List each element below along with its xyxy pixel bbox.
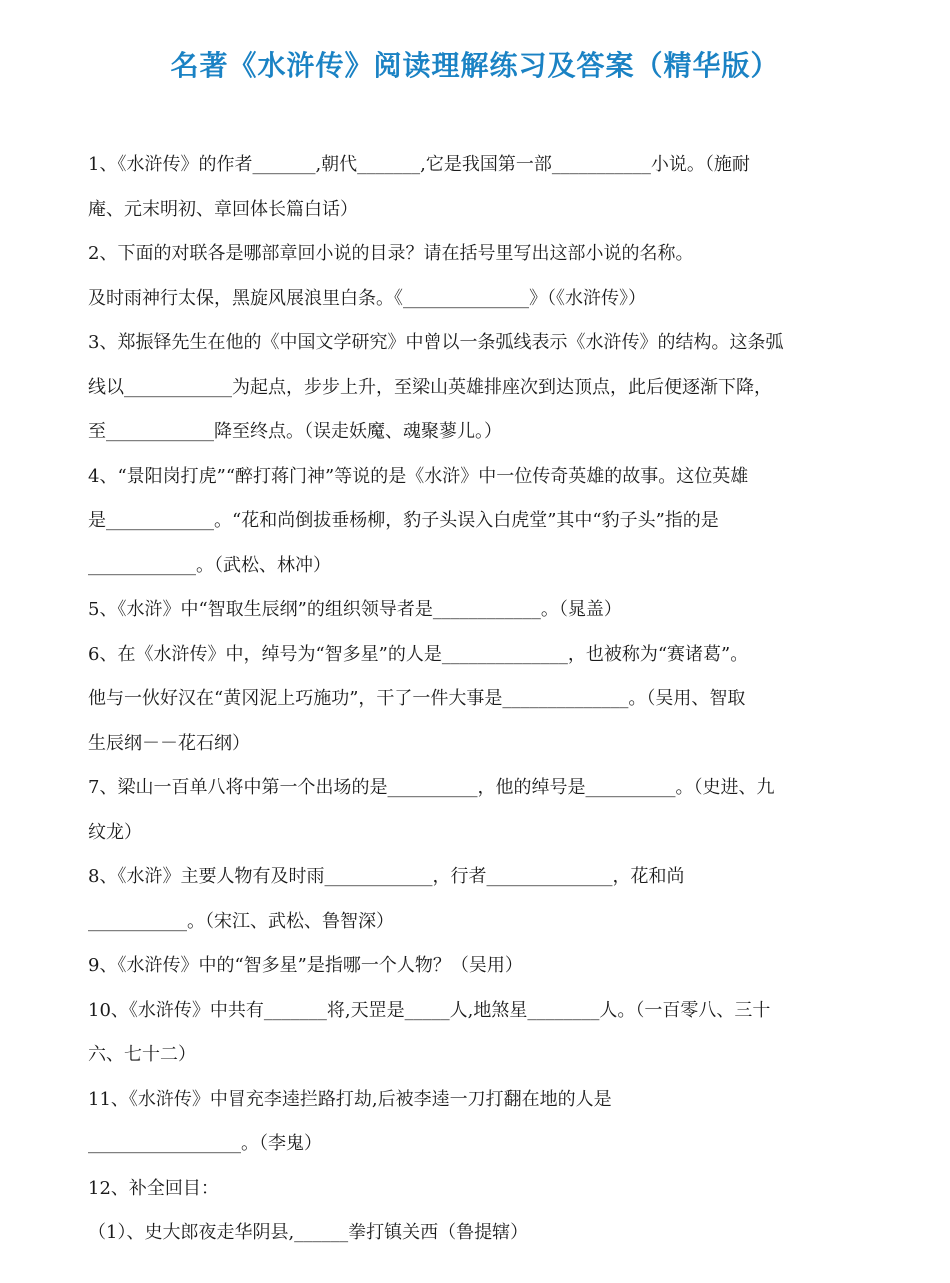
text-line: 是____________。“花和尚倒拔垂杨柳，豹子头误入白虎堂”其中“豹子头”指的是: [88, 510, 719, 531]
text-line: 5、《水浒》中“智取生辰纲”的组织领导者是____________。（晁盖）: [88, 599, 622, 620]
text-line: 六、七十二）: [88, 1044, 196, 1065]
text-line: （1）、史大郎夜走华阴县,______拳打镇关西（鲁提辖）: [88, 1222, 529, 1243]
text-line: 2、下面的对联各是哪部章回小说的目录？请在括号里写出这部小说的名称。: [88, 243, 694, 264]
text-line: 6、在《水浒传》中，绰号为“智多星”的人是______________，也被称为“赛诸葛”。: [88, 643, 749, 665]
document-title: 名著《水浒传》阅读理解练习及答案（精华版）: [170, 49, 780, 82]
text-line: 他与一伙好汉在“黄冈泥上巧施功”，干了一件大事是______________。（吴用、智取: [88, 688, 746, 709]
text-line: 10、《水浒传》中共有_______将,天罡是_____人,地煞星________人。（一百零八、三十: [88, 999, 771, 1021]
text-line: 纹龙）: [88, 821, 142, 843]
document-body: [88, 143, 868, 1256]
text-line: 及时雨神行太保，黑旋风展浪里白条。《______________》（《水浒传》）: [88, 287, 646, 309]
text-line: 12、补全回目：: [88, 1177, 219, 1199]
text-line: 4、“景阳岗打虎”“醉打蒋门神”等说的是《水浒》中一位传奇英雄的故事。这位英雄: [88, 465, 749, 487]
text-line: 9、《水浒传》中的“智多星”是指哪一个人物？（吴用）: [88, 955, 523, 976]
text-line: ____________。（武松、林冲）: [88, 554, 331, 576]
text-line: 至____________降至终点。（误走妖魔、魂聚蓼儿。）: [88, 421, 502, 442]
text-line: 8、《水浒》主要人物有及时雨____________，行者______________，花和尚: [88, 866, 685, 887]
text-line: 生辰纲－－花石纲）: [88, 732, 250, 754]
text-line: 11、《水浒传》中冒充李逵拦路打劫,后被李逵一刀打翻在地的人是: [88, 1088, 612, 1110]
text-line: 庵、元末明初、章回体长篇白话）: [88, 198, 358, 220]
text-line: 1、《水浒传》的作者_______,朝代_______,它是我国第一部___________小说。（施耐: [88, 154, 750, 175]
text-line: 线以____________为起点，步步上升，至梁山英雄排座次到达顶点，此后便逐渐下降，: [88, 376, 772, 398]
text-line: ___________。（宋江、武松、鲁智深）: [88, 910, 394, 932]
text-line: 3、郑振铎先生在他的《中国文学研究》中曾以一条弧线表示《水浒传》的结构。这条弧: [88, 332, 784, 353]
text-line: 7、梁山一百单八将中第一个出场的是__________，他的绰号是__________。（史进、九: [88, 777, 775, 798]
text-line: _________________。（李鬼）: [88, 1133, 322, 1154]
